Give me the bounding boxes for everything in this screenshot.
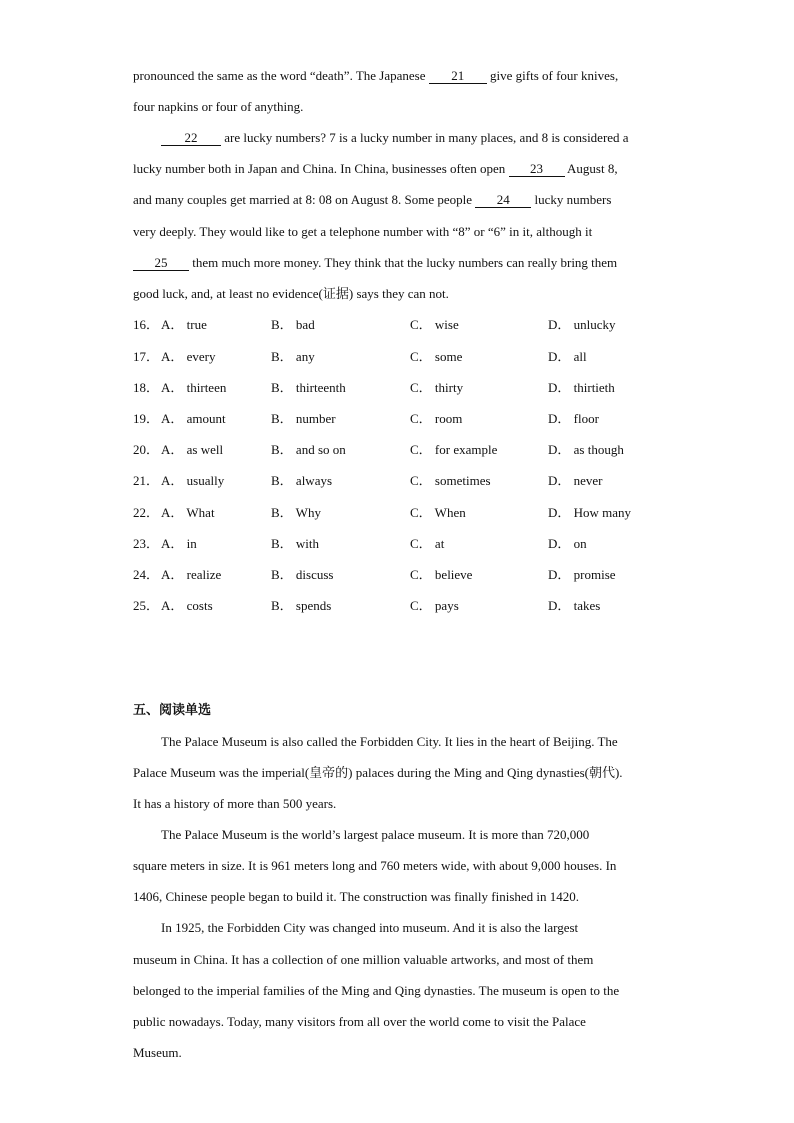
option-d: D． unlucky xyxy=(548,317,616,332)
question-number: 20． xyxy=(133,442,160,457)
option-d: D． as though xyxy=(548,442,624,457)
option-row xyxy=(133,349,693,365)
option-d: D． How many xyxy=(548,505,632,520)
blank-22: 22 xyxy=(161,131,221,146)
blank-25: 25 xyxy=(133,256,189,271)
option-row xyxy=(133,442,693,458)
option-row xyxy=(133,317,693,333)
option-row xyxy=(133,505,693,521)
reading-line: In 1925, the Forbidden City was changed into museum. And it is also the largest xyxy=(161,920,579,935)
option-row xyxy=(133,567,693,583)
option-d: D． promise xyxy=(548,567,616,582)
text-segment: are lucky numbers? 7 is a lucky number in many places, and 8 is considered a xyxy=(221,130,629,145)
reading-line: Palace Museum was the imperial(皇帝的) palaces during the Ming and Qing dynasties(朝代). xyxy=(133,765,623,780)
option-c: C． at xyxy=(410,536,445,551)
option-c: C． pays xyxy=(410,598,459,613)
question-number: 22． xyxy=(133,505,160,520)
blank-24: 24 xyxy=(475,193,531,208)
option-a: A． What xyxy=(161,505,215,520)
cloze-line-6: very deeply. They would like to get a telephone number with “8” or “6” in it, although it xyxy=(133,224,593,239)
text-segment: lucky numbers xyxy=(531,192,612,207)
cloze-line-3 xyxy=(133,130,629,146)
option-a: A． costs xyxy=(161,598,213,613)
cloze-line-7 xyxy=(133,255,617,271)
option-c: C． sometimes xyxy=(410,473,491,488)
option-a: A． realize xyxy=(161,567,222,582)
option-b: B． always xyxy=(271,473,333,488)
option-d: D． thirtieth xyxy=(548,380,615,395)
question-number: 21． xyxy=(133,473,160,488)
option-a: A． thirteen xyxy=(161,380,227,395)
question-number: 16． xyxy=(133,317,160,332)
question-number: 18． xyxy=(133,380,160,395)
option-b: B． with xyxy=(271,536,320,551)
blank-23: 23 xyxy=(509,162,565,177)
reading-line: 1406, Chinese people began to build it. The construction was finally finished in 1420. xyxy=(133,889,580,904)
option-d: D． on xyxy=(548,536,587,551)
text-segment: and many couples get married at 8: 08 on August 8. Some people xyxy=(133,192,476,207)
cloze-line-2: four napkins or four of anything. xyxy=(133,99,304,114)
reading-line: belonged to the imperial families of the Ming and Qing dynasties. The museum is open to the xyxy=(133,983,620,998)
question-number: 24． xyxy=(133,567,160,582)
reading-line: The Palace Museum is also called the Forbidden City. It lies in the heart of Beijing. The xyxy=(161,734,618,749)
option-row xyxy=(133,473,693,489)
option-b: B． and so on xyxy=(271,442,346,457)
option-row xyxy=(133,598,693,614)
option-a: A． as well xyxy=(161,442,224,457)
text-segment: August 8, xyxy=(564,161,618,176)
text-segment: lucky number both in Japan and China. In China, businesses often open xyxy=(133,161,509,176)
option-b: B． number xyxy=(271,411,336,426)
option-c: C． believe xyxy=(410,567,473,582)
option-c: C． thirty xyxy=(410,380,464,395)
question-number: 23． xyxy=(133,536,160,551)
option-b: B． discuss xyxy=(271,567,334,582)
option-b: B． bad xyxy=(271,317,315,332)
option-row xyxy=(133,536,693,552)
option-c: C． When xyxy=(410,505,466,520)
option-a: A． in xyxy=(161,536,197,551)
option-c: C． some xyxy=(410,349,463,364)
option-d: D． all xyxy=(548,349,587,364)
option-b: B． thirteenth xyxy=(271,380,346,395)
option-c: C． room xyxy=(410,411,463,426)
option-c: C． for example xyxy=(410,442,498,457)
option-b: B． any xyxy=(271,349,315,364)
question-number: 17． xyxy=(133,349,160,364)
reading-line: museum in China. It has a collection of one million valuable artworks, and most of them xyxy=(133,952,594,967)
cloze-line-5 xyxy=(133,192,611,208)
option-d: D． takes xyxy=(548,598,601,613)
option-row xyxy=(133,380,693,396)
option-row xyxy=(133,411,693,427)
option-a: A． true xyxy=(161,317,207,332)
option-b: B． spends xyxy=(271,598,332,613)
cloze-line-1 xyxy=(133,68,618,84)
reading-line: Museum. xyxy=(133,1045,182,1060)
text-segment: them much more money. They think that the lucky numbers can really bring them xyxy=(189,255,618,270)
section-title: 五、阅读单选 xyxy=(133,703,212,718)
question-number: 19． xyxy=(133,411,160,426)
option-b: B． Why xyxy=(271,505,321,520)
blank-21: 21 xyxy=(429,69,487,84)
text-segment: give gifts of four knives, xyxy=(486,68,619,83)
option-a: A． usually xyxy=(161,473,225,488)
text-segment: pronounced the same as the word “death”. The Japanese xyxy=(133,68,429,83)
option-d: D． never xyxy=(548,473,603,488)
option-a: A． every xyxy=(161,349,216,364)
option-c: C． wise xyxy=(410,317,459,332)
reading-line: public nowadays. Today, many visitors from all over the world come to visit the Palace xyxy=(133,1014,586,1029)
question-number: 25． xyxy=(133,598,160,613)
option-d: D． floor xyxy=(548,411,599,426)
cloze-line-8: good luck, and, at least no evidence(证据) says they can not. xyxy=(133,286,449,301)
option-a: A． amount xyxy=(161,411,226,426)
reading-line: square meters in size. It is 961 meters long and 760 meters wide, with about 9,000 houses. In xyxy=(133,858,617,873)
reading-line: It has a history of more than 500 years. xyxy=(133,796,337,811)
cloze-line-4 xyxy=(133,161,618,177)
reading-line: The Palace Museum is the world’s largest palace museum. It is more than 720,000 xyxy=(161,827,590,842)
